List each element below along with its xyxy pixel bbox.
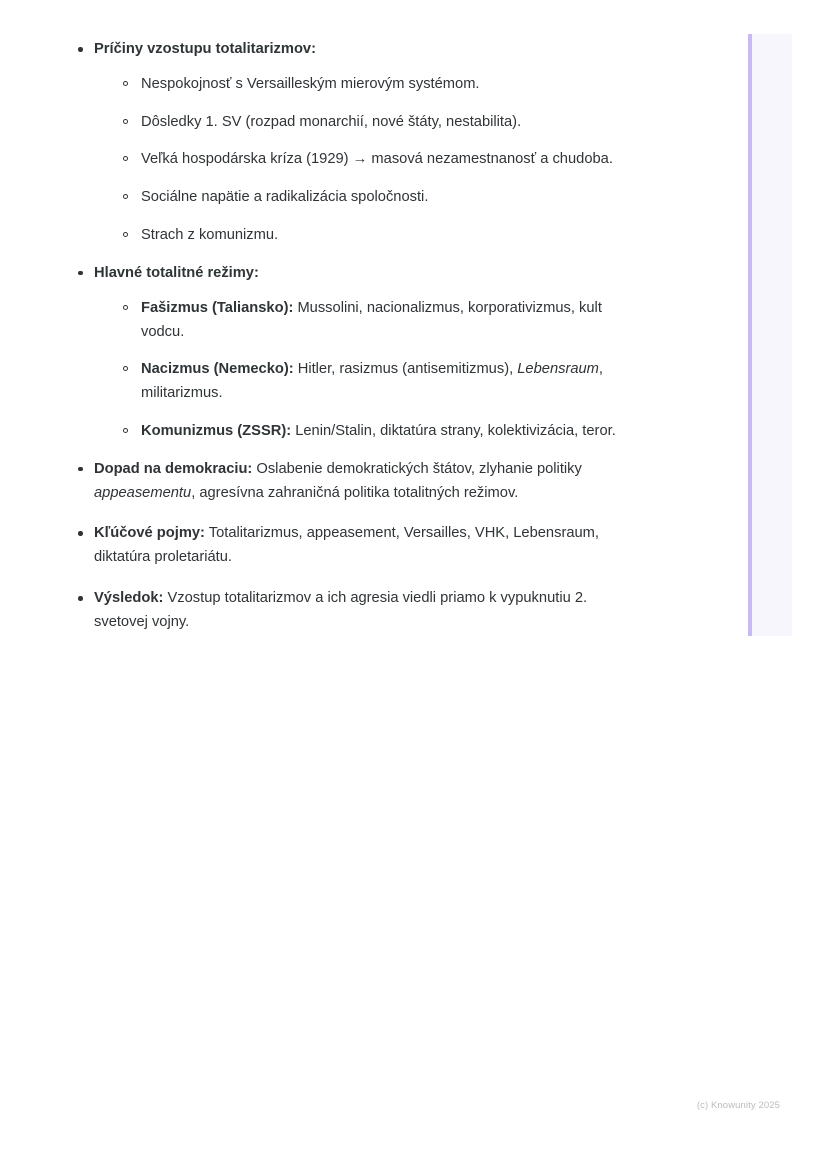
list-item-label: Výsledok: bbox=[94, 590, 164, 606]
list-item bbox=[72, 522, 640, 570]
list-item bbox=[118, 420, 640, 444]
list-item bbox=[72, 458, 640, 506]
circle-bullet-icon bbox=[123, 232, 128, 237]
list-item-text: Sociálne napätie a radikalizácia spoločnosti. bbox=[141, 189, 429, 206]
disc-bullet-icon bbox=[78, 596, 83, 601]
list-item-text: Totalitarizmus, appeasement, Versailles, VHK, Lebensraum, diktatúra proletariátu. bbox=[94, 525, 599, 566]
circle-bullet-icon bbox=[123, 366, 128, 371]
sub-list bbox=[118, 297, 640, 444]
list-item-label: Dopad na demokraciu: bbox=[94, 460, 253, 477]
list-item-emphasis: Lebensraum bbox=[517, 361, 599, 378]
list-item-section-heading bbox=[72, 38, 640, 248]
list-item-label: Fašizmus (Taliansko): bbox=[141, 299, 294, 316]
disc-bullet-icon bbox=[78, 531, 83, 536]
list-item bbox=[118, 111, 640, 135]
list-item-text: Dôsledky 1. SV (rozpad monarchií, nové štáty, nestabilita). bbox=[141, 113, 522, 130]
circle-bullet-icon bbox=[123, 156, 128, 161]
sub-list bbox=[118, 73, 640, 248]
list-item-text: Hitler, rasizmus (antisemitizmus), bbox=[293, 361, 518, 378]
disc-bullet-icon bbox=[78, 271, 83, 276]
note-outline bbox=[72, 38, 640, 635]
section-heading-label: Príčiny vzostupu totalitarizmov: bbox=[94, 41, 316, 57]
decorative-side-panel bbox=[748, 34, 792, 636]
circle-bullet-icon bbox=[123, 428, 128, 433]
list-item-text: Nespokojnosť s Versailleským mierovým systémom. bbox=[141, 75, 480, 92]
list-item-emphasis: appeasementu bbox=[94, 484, 192, 501]
footer-copyright: (c) Knowunity 2025 bbox=[696, 1100, 780, 1111]
list-item-label: Nacizmus (Nemecko): bbox=[141, 361, 294, 378]
list-item bbox=[118, 224, 640, 248]
list-item-text: Oslabenie demokratických štátov, zlyhanie politiky bbox=[252, 460, 582, 477]
circle-bullet-icon bbox=[123, 305, 128, 310]
list-item bbox=[118, 148, 640, 172]
list-item-text: Strach z komunizmu. bbox=[141, 227, 279, 244]
list-item-text-tail: , agresívna zahraničná politika totalitných režimov. bbox=[191, 484, 519, 501]
circle-bullet-icon bbox=[123, 119, 128, 124]
list-item-text: Vzostup totalitarizmov a ich agresia viedli priamo k vypuknutiu 2. svetovej vojny. bbox=[94, 590, 588, 630]
list-item bbox=[72, 587, 640, 635]
disc-bullet-icon bbox=[78, 467, 83, 472]
list-item-label: Komunizmus (ZSSR): bbox=[141, 422, 292, 439]
list-item bbox=[118, 73, 640, 97]
list-item-text: Mussolini, nacionalizmus, korporativizmus, kult vodcu. bbox=[141, 299, 602, 340]
circle-bullet-icon bbox=[123, 194, 128, 199]
disc-bullet-icon bbox=[78, 47, 83, 52]
section-heading-label: Hlavné totalitné režimy: bbox=[94, 264, 259, 281]
list-item bbox=[118, 297, 640, 345]
list-item-text: Lenin/Stalin, diktatúra strany, kolektivizácia, teror. bbox=[291, 422, 616, 439]
list-item bbox=[118, 358, 640, 406]
note-content bbox=[72, 38, 640, 652]
circle-bullet-icon bbox=[123, 81, 128, 86]
list-item-text-tail: , militarizmus. bbox=[141, 361, 604, 402]
list-item-section-heading bbox=[72, 262, 640, 444]
list-item-label: Kľúčové pojmy: bbox=[94, 525, 205, 542]
list-item bbox=[118, 186, 640, 210]
list-item-text: Veľká hospodárska kríza (1929) → masová nezamestnanosť a chudoba. bbox=[141, 151, 613, 168]
